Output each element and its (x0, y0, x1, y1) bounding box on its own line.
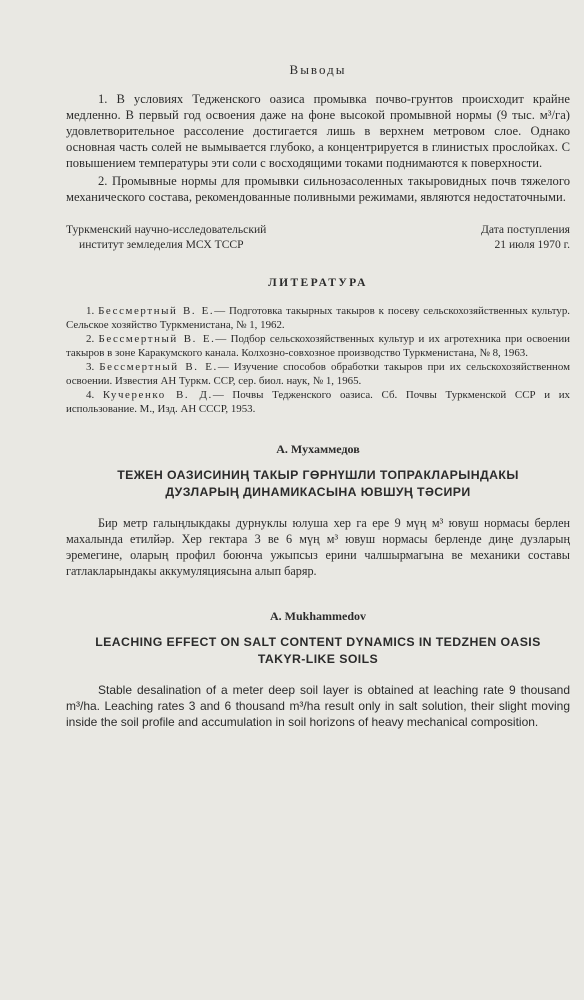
conclusions-heading: Выводы (289, 62, 347, 77)
reference-number: 1. (86, 305, 95, 317)
turkmen-summary-text: Бир метр галыңлыкдакы дурнуклы юлуша хер га ере 9 мүң м³ ювуш нормасы берлен махалында етилйәр. Хер гектара 3 ве 6 мүң м³ ювуш нормасы берленде диңе дузларың эремегине, оларың профил боюнча ужыпсыз ерини чалшырмагына ве механики составы гатлакларындакы аккумуляциясына алып баряр. (66, 516, 570, 578)
reference-item (66, 333, 570, 360)
institute-line-2: институт земледелия МСХ ТССР (79, 237, 244, 251)
reference-author: Бессмертный В. Е. (98, 333, 216, 345)
reference-item (66, 389, 570, 416)
turkmen-title-line-1: ТЕЖЕН ОАЗИСИНИҢ ТАКЫР ГӨРНҮШЛИ ТОПРАКЛАРЫНДАКЫ (117, 468, 519, 482)
english-summary-title (66, 634, 570, 668)
conclusion-paragraph-2: 2. Промывные нормы для промывки сильнозасоленных такыровидных почв тяжелого механического состава, рекомендованные поливными режимами, являются недостаточными. (66, 174, 570, 204)
literature-heading: ЛИТЕРАТУРА (268, 277, 368, 289)
turkmen-summary-title (66, 467, 570, 501)
reference-item (66, 361, 570, 388)
turkmen-title-line-2: ДУЗЛАРЫҢ ДИНАМИКАСЫНА ЮВШУҢ ТӘСИРИ (165, 485, 471, 499)
affiliation-block (66, 223, 570, 252)
reference-number: 4. (86, 389, 95, 401)
reference-list (66, 305, 570, 416)
english-summary-author: A. Mukhammedov (269, 609, 366, 623)
turkmen-summary-author: А. Мухаммедов (276, 442, 360, 456)
reference-number: 2. (86, 333, 95, 345)
reference-text: — Подготовка такырных такыров к посеву сельскохозяйственных культур. Сельское хозяйство Туркменистана, № 1, 1962. (66, 305, 570, 331)
english-summary-text: Stable desalination of a meter deep soil layer is obtained at leaching rate 9 thousand m³/ha. Leaching rates 3 and 6 thousand m³/ha result only in salt solution, their slight moving inside the soil profile and accumulation in soil horizons of heavy mechanical composition. (66, 683, 570, 729)
received-label: Дата поступления (480, 223, 570, 236)
conclusion-paragraph-1: 1. В условиях Тедженского оазиса промывка почво-грунтов происходит крайне медленно. В первый год освоения даже на фоне высокой промывной нормы (9 тыс. м³/га) удовлетворительное рассоление достигается лишь в верхнем метровом слое. Однако основная часть солей не вымывается глубоко, а концентрируется в глинистых прослойках. С повышением температуры эти соли с восходящими токами поднимаются к поверхности. (66, 92, 570, 170)
english-title-line-1: LEACHING EFFECT ON SALT CONTENT DYNAMICS IN TEDZHEN OASIS (95, 635, 541, 649)
reference-number: 3. (86, 361, 95, 373)
reference-text: — Подбор сельскохозяйственных культур и их агротехника при освоении такыров в зоне Каракумского канала. Колхозно-совхозное производство Туркменистана, № 8, 1963. (66, 333, 571, 359)
received-value: 21 июля 1970 г. (494, 237, 570, 251)
received-date (481, 223, 570, 252)
reference-author: Бессмертный В. Е. (99, 361, 218, 373)
institute-line-1: Туркменский научно-исследовательский (66, 223, 267, 236)
reference-author: Кучеренко В. Д. (102, 389, 213, 401)
reference-text: — Изучение способов обработки такыров при их сельскохозяйственном освоении. Известия АН Туркм. ССР, сер. биол. наук, № 1, 1965. (66, 361, 570, 387)
english-title-line-2: TAKYR-LIKE SOILS (257, 652, 379, 666)
institute-affiliation (66, 223, 266, 252)
reference-text: — Почвы Тедженского оазиса. Сб. Почвы Туркменской ССР и их использование. М., Изд. АН СССР, 1953. (66, 389, 570, 415)
reference-item (66, 305, 570, 332)
reference-author: Бессмертный В. Е. (98, 305, 215, 317)
